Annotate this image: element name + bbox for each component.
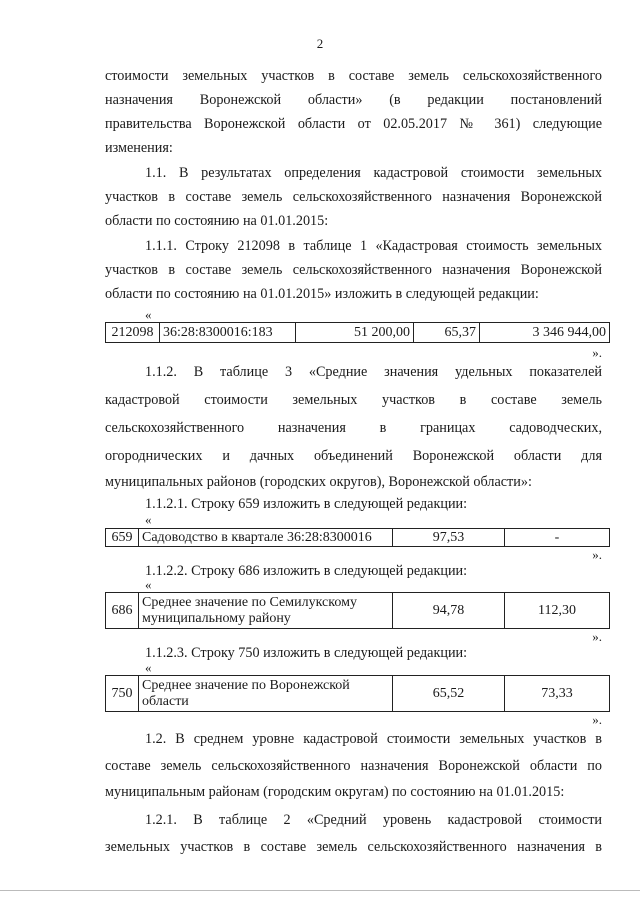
- cell-row-number: 659: [106, 529, 139, 547]
- cell-row-number: 686: [106, 593, 139, 629]
- cell-name: [139, 593, 393, 629]
- section-1-1-line-2: участков в составе земель сельскохозяйственного назначения Воронежской: [105, 189, 602, 205]
- closing-quote: ».: [592, 345, 602, 360]
- cell-rate: 65,37: [414, 323, 480, 343]
- cell-value-2: -: [505, 529, 610, 547]
- section-1-2-line-3: муниципальным районам (городским округам) по состоянию на 01.01.2015:: [105, 784, 565, 800]
- section-1-1-1-line-3: области по состоянию на 01.01.2015» изложить в следующей редакции:: [105, 286, 539, 302]
- intro-line-3: правительства Воронежской области от 02.05.2017 № 361) следующие: [105, 116, 602, 132]
- cell-value-1: 65,52: [393, 676, 505, 712]
- page-bottom-edge: [0, 890, 640, 891]
- section-1-1-1-line-1: 1.1.1. Строку 212098 в таблице 1 «Кадастровая стоимость земельных: [145, 238, 602, 254]
- cell-row-id: 212098: [106, 323, 160, 343]
- cell-value-1: 94,78: [393, 593, 505, 629]
- intro-line-2: назначения Воронежской области» (в редакции постановлений: [105, 92, 602, 108]
- section-1-1-2-3: 1.1.2.3. Строку 750 изложить в следующей редакции:: [145, 645, 468, 661]
- opening-quote: «: [145, 577, 152, 592]
- opening-quote: «: [145, 512, 152, 527]
- closing-quote: ».: [592, 547, 602, 562]
- cell-value: 3 346 944,00: [480, 323, 610, 343]
- cell-area: 51 200,00: [296, 323, 414, 343]
- section-1-1-2-line-1: 1.1.2. В таблице 3 «Средние значения удельных показателей: [145, 364, 602, 380]
- page-number: 2: [316, 36, 324, 51]
- table-row-659: [105, 528, 610, 547]
- cell-value-2: 112,30: [505, 593, 610, 629]
- cell-name: Садоводство в квартале 36:28:8300016: [139, 529, 393, 547]
- table-row-212098: [105, 322, 610, 343]
- opening-quote: «: [145, 660, 152, 675]
- cell-name-line-1: Среднее значение по Семилукскому: [142, 594, 357, 610]
- section-1-1-1-line-2: участков в составе земель сельскохозяйственного назначения Воронежской: [105, 262, 602, 278]
- cell-name-line-1: Среднее значение по Воронежской: [142, 677, 350, 693]
- section-1-1-line-1: 1.1. В результатах определения кадастровой стоимости земельных: [145, 165, 602, 181]
- section-1-1-line-3: области по состоянию на 01.01.2015:: [105, 213, 329, 229]
- closing-quote: ».: [592, 629, 602, 644]
- table-row-686: [105, 592, 610, 629]
- section-1-2-1-line-1: 1.2.1. В таблице 2 «Средний уровень кадастровой стоимости: [145, 812, 602, 828]
- section-1-1-2-line-5: муниципальных районов (городских округов), Воронежской области»:: [105, 474, 532, 490]
- section-1-2-line-2: составе земель сельскохозяйственного назначения Воронежской области по: [105, 758, 602, 774]
- section-1-1-2-line-2: кадастровой стоимости земельных участков в составе земель: [105, 392, 602, 408]
- cell-name-line-2: области: [142, 693, 189, 709]
- intro-line-1: стоимости земельных участков в составе земель сельскохозяйственного: [105, 68, 602, 84]
- table-row-750: [105, 675, 610, 712]
- cell-name: [139, 676, 393, 712]
- opening-quote: «: [145, 307, 152, 322]
- section-1-1-2-line-4: огороднических и дачных объединений Воронежской области для: [105, 448, 602, 464]
- section-1-1-2-1: 1.1.2.1. Строку 659 изложить в следующей редакции:: [145, 496, 468, 512]
- closing-quote: ».: [592, 712, 602, 727]
- cell-cadastral-number: 36:28:8300016:183: [160, 323, 296, 343]
- cell-value-1: 97,53: [393, 529, 505, 547]
- section-1-1-2-line-3: сельскохозяйственного назначения в границах садоводческих,: [105, 420, 602, 436]
- cell-name-line-2: муниципальному району: [142, 610, 291, 626]
- section-1-1-2-2: 1.1.2.2. Строку 686 изложить в следующей редакции:: [145, 563, 468, 579]
- section-1-2-line-1: 1.2. В среднем уровне кадастровой стоимости земельных участков в: [145, 731, 602, 747]
- cell-value-2: 73,33: [505, 676, 610, 712]
- cell-row-number: 750: [106, 676, 139, 712]
- section-1-2-1-line-2: земельных участков в составе земель сельскохозяйственного назначения в: [105, 839, 602, 855]
- intro-line-4: изменения:: [105, 140, 173, 156]
